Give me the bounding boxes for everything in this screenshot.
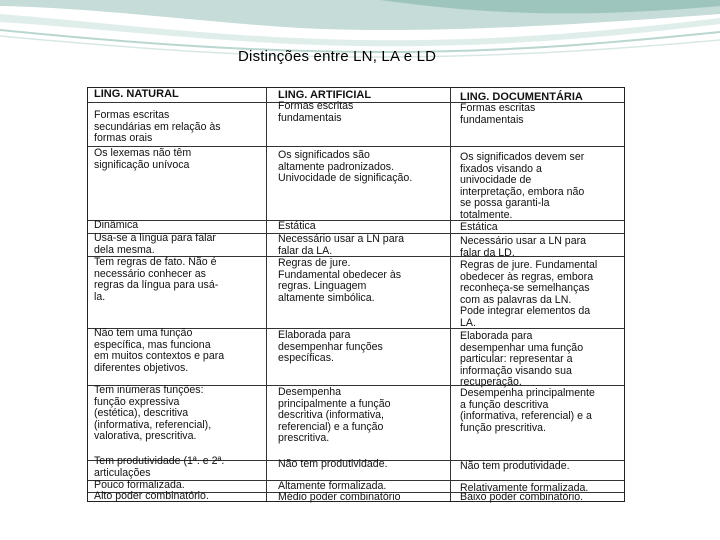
table-cell: Não tem produtividade. (460, 460, 570, 472)
table-cell: Desempenha principalmente a função descritiva (informativa, referencial) e a função prescritiva. (460, 387, 595, 434)
header-ling-natural: LING. NATURAL (94, 88, 179, 100)
table-cell: Tem inúmeras funções: função expressiva (estética), descritiva (informativa, referencial), valorativa, prescritiva. (94, 384, 212, 443)
table-cell: Alto poder combinatório. (94, 490, 209, 502)
table-cell: Relativamente formalizada. (460, 482, 589, 494)
table-cell: Formas escritas secundárias em relação às formas orais (94, 109, 221, 145)
table-cell: Usa-se a língua para falar dela mesma. (94, 232, 216, 256)
table-cell: Elaborada para desempenhar uma função particular: representar a informação visando sua recuperação. (460, 330, 584, 389)
table-cell: Necessário usar a LN para falar da LA. (278, 233, 405, 257)
table-cell: Médio poder combinatório (278, 491, 401, 503)
column-divider (450, 88, 451, 501)
table-cell: Regras de jure. Fundamental obedecer às regras, embora reconheça-se semelhanças com as palavras da LN. Pode integrar elementos da LA. (460, 259, 598, 329)
header-ling-artificial: LING. ARTIFICIAL (278, 89, 372, 101)
table-cell: Formas escritas fundamentais (460, 102, 536, 126)
comparison-table (87, 87, 625, 502)
table-cell: Elaborada para desempenhar funções específicas. (278, 329, 383, 365)
table-cell: Tem regras de fato. Não é necessário conhecer as regras da língua para usá- la. (94, 256, 219, 303)
table-cell: Formas escritas fundamentais (278, 100, 354, 124)
table-cell: Os significados devem ser fixados visando a univocidade de interpretação, embora não se possa garanti-la totalmente. (460, 151, 585, 221)
table-cell: Altamente formalizada. (278, 480, 387, 492)
column-divider (266, 88, 267, 501)
table-cell: Desempenha principalmente a função descritiva (informativa, referencial) e a função prescritiva. (278, 386, 391, 445)
header-ling-documentaria: LING. DOCUMENTÁRIA (460, 91, 583, 103)
table-cell: Estática (460, 221, 498, 233)
table-cell: Regras de jure. Fundamental obedecer às regras. Linguagem altamente simbólica. (278, 257, 402, 304)
table-cell: Os significados são altamente padronizados. Univocidade de significação. (278, 149, 413, 185)
table-cell: Os lexemas não têm significação unívoca (94, 147, 192, 171)
table-cell: Necessário usar a LN para falar da LD. (460, 235, 587, 259)
table-cell: Estática (278, 220, 316, 232)
table-cell: Não tem produtividade. (278, 458, 388, 470)
table-cell: Pouco formalizada. (94, 479, 185, 491)
table-cell: Baixo poder combinatório. (460, 491, 584, 503)
page-title: Distinções entre LN, LA e LD (238, 48, 437, 65)
table-cell: Dinâmica (94, 219, 139, 231)
table-cell: Tem produtividade (1ª. e 2ª. articulações (94, 455, 225, 479)
scanned-table-image (83, 83, 632, 508)
table-cell: Não tem uma função específica, mas funciona em muitos contextos e para diferentes objetivos. (94, 327, 225, 374)
